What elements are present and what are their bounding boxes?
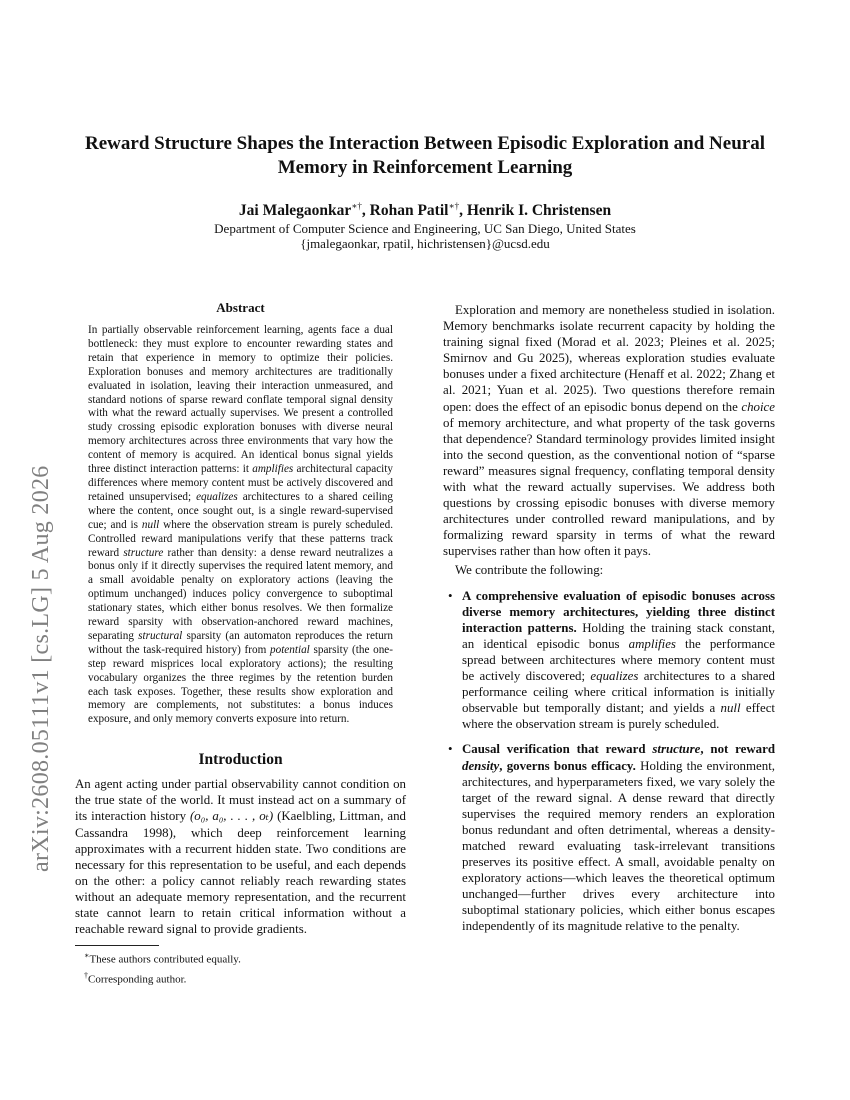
footnote: †Corresponding author. [84,970,187,986]
contributions-list [443,588,775,935]
author-list: Jai Malegaonkar∗†, Rohan Patil∗†, Henrik I. Christensen [238,201,612,220]
contribution-item: • A comprehensive evaluation of episodic bonuses across diverse memory architectures, yielding three distinct interaction patterns. Holding the training stack constant, an identical episodic bonus amplifies the performance spread between architectures where memory content must be actively discovered; equalizes architectures to a shared performance ceiling where critical information is initially observable but temporally distant; and yields a null effect where the observation stream is purely scheduled. [448,588,776,732]
right-column [443,302,775,944]
abstract-text: In partially observable reinforcement learning, agents face a dual bottleneck: they must explore to encounter rewarding states and retain that experience in memory to optimize their policies. Exploration bonuses and memory architectures are traditionally evaluated in isolation, leaving their interaction unmeasured, and standard notions of sparse reward conflate temporal signal density with what the reward actually supervises. We present a controlled study crossing episodic exploration bonuses with diverse neural memory architectures across three environments that vary how the content of memory is acquired. An identical bonus signal yields three distinct interaction patterns: it amplifies architectural capacity differences where memory content must be actively discovered and retained unsupervised; equalizes architectures to a shared ceiling where the content, once sought out, is a single reward-supervised cue; and is null where the observation stream is purely scheduled. Controlled reward manipulations verify that these patterns track reward structure rather than density: a dense reward neutralizes a bonus only if it directly supervises the required latent memory, and a small avoidable penalty on exploratory actions (leaving the optimum unchanged) induces policy convergence to suboptimal stationary states, which either bonus resolves. We then formalize reward sparsity with observation-anchored reward machines, separating structural sparsity (an automaton reproduces the return without the task-required history) from potential sparsity (the one-step reward misprices local exploratory actions); the resulting vocabulary organizes the three regimes by the retention burden each task exposes. Together, these results show exploration and memory are complements, not substitutes: a bonus induces exposure, and only memory converts exposure into return. [88,324,393,726]
bullet-icon: • [448,588,453,603]
affiliation: Department of Computer Science and Engineering, UC San Diego, United States [214,221,636,236]
footnotes [75,948,406,987]
abstract-heading: Abstract [216,300,265,315]
author-marks: ∗† [448,201,460,211]
introduction-heading: Introduction [198,751,283,769]
emails: {jmalegaonkar, rpatil, hichristensen}@ucsd.edu [300,236,550,251]
left-column [75,300,406,937]
footnote-rule [75,945,159,946]
arxiv-watermark: arXiv:2608.05111v1 [cs.LG] 5 Aug 2026 [28,465,54,872]
affiliation-block [60,221,790,251]
footnote: ∗These authors contributed equally. [84,951,241,966]
contribution-item: • Causal verification that reward structure, not reward density, governs bonus efficacy. Holding the environment, architectures, and hyperparameters fixed, we vary solely the target of the reward signal. A dense reward that directly supervises the required memory renders an exploration bonus redundant and often detrimental, whereas a density-matched reward evaluating task-irrelevant transitions preserves its positive effect. A small, avoidable penalty on exploratory actions—which leaves the theoretical optimum unchanged—further drives every architecture into suboptimal stationary policies, which either bonus escapes independently of its magnitude relative to the penalty. [448,742,776,934]
intro-paragraph-2: Exploration and memory are nonetheless studied in isolation. Memory benchmarks isolate recurrent capacity by holding the training signal fixed (Morad et al. 2023; Pleines et al. 2025; Smirnov and Gu 2025), whereas exploration studies evaluate bonuses under a fixed architecture (Henaff et al. 2022; Zhang et al. 2021; Yuan et al. 2025). Two questions therefore remain open: does the effect of an episodic bonus depend on the choice of memory architecture, and what property of the task governs that dependence? Standard terminology provides limited insight into the second question, as the conventional notion of “sparse reward” measures signal frequency, conflating temporal density with what the reward actually supervises. We address both questions by crossing episodic bonuses with diverse memory architectures under controlled reward manipulations, and by formalizing reward sparsity in terms of what the reward supervises rather than how often it pays. [443,303,775,559]
intro-paragraph-1: An agent acting under partial observability cannot condition on the true state of the world. It must instead act on a summary of its interaction history (o₀, a₀, . . . , oₜ) (Kaelbling, Littman, and Cassandra 1998), which deep reinforcement learning approximates with a recurrent hidden state. Two conditions are necessary for this representation to be useful, and each depends on the other: a policy cannot reliably reach rewarding states without an adequate memory representation, and the recurrent state cannot learn to retain critical information without a reachable reward signal to provide gradients. [75,777,406,937]
paper-title: Reward Structure Shapes the Interaction Between Episodic Exploration and Neural Memory in Reinforcement Learning [85,133,765,178]
author-name: Jai Malegaonkar [238,202,352,220]
contributions-intro: We contribute the following: [455,562,604,577]
author-name: Rohan Patil [369,202,449,220]
author-name: Henrik I. Christensen [466,202,612,220]
author-marks: ∗† [351,201,362,211]
bullet-icon: • [448,742,453,757]
